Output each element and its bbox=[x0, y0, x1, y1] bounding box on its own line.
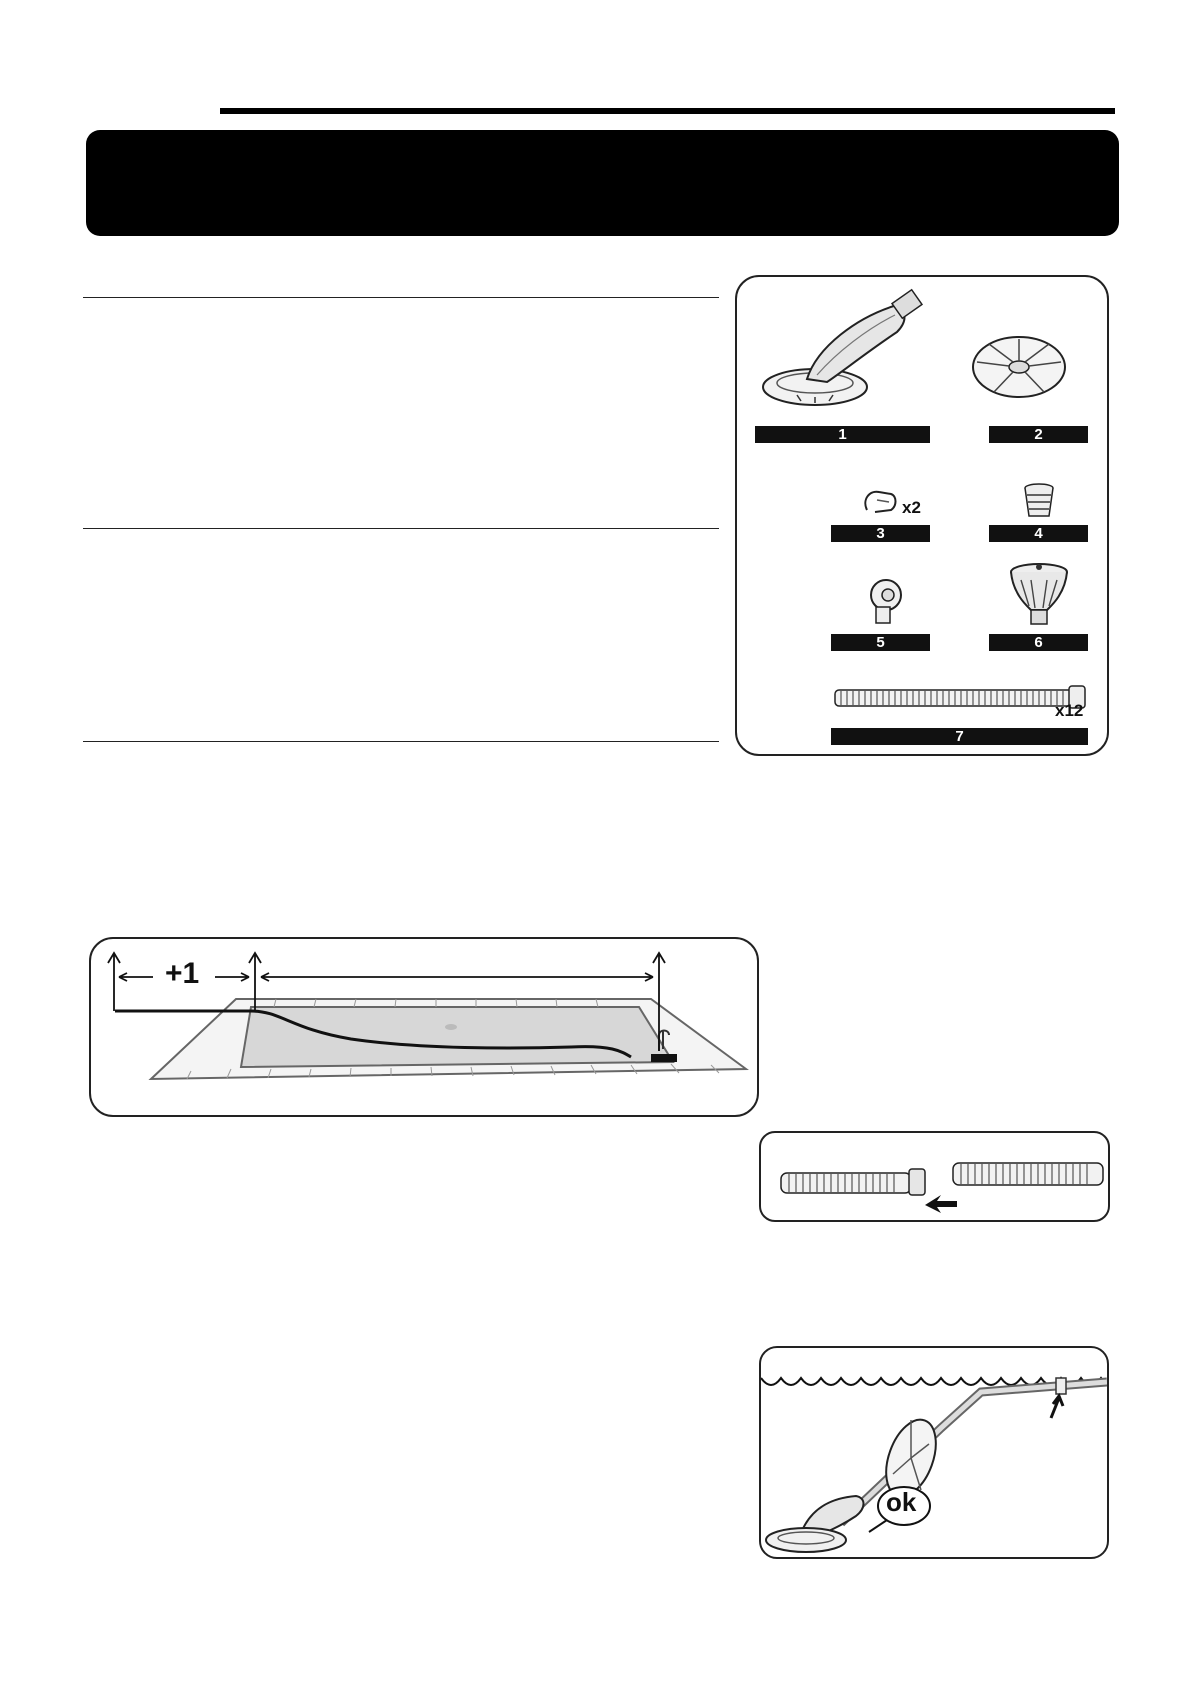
skimmer-cone-illustration bbox=[1007, 560, 1071, 630]
operation-check-panel bbox=[759, 1346, 1109, 1559]
part-label-2: 2 bbox=[989, 426, 1088, 443]
part-label-1: 1 bbox=[755, 426, 930, 443]
hose-connection-panel bbox=[759, 1131, 1110, 1222]
cone-adapter-illustration bbox=[1019, 482, 1059, 522]
section-rule-1 bbox=[83, 297, 719, 298]
part-label-3: 3 bbox=[831, 525, 930, 542]
hose-connection-illustration bbox=[761, 1133, 1108, 1220]
elbow-valve-illustration bbox=[861, 577, 911, 627]
hose-section-illustration bbox=[833, 680, 1089, 710]
ok-label: ok bbox=[886, 1487, 917, 1517]
part-label-6: 6 bbox=[989, 634, 1088, 651]
extra-length-label: +1 bbox=[165, 957, 200, 990]
title-banner bbox=[86, 130, 1119, 236]
part-label-5: 5 bbox=[831, 634, 930, 651]
part-qty-3: x2 bbox=[902, 498, 921, 517]
deflector-disc-illustration bbox=[969, 322, 1069, 407]
hose-clip-illustration bbox=[857, 482, 907, 522]
section-rule-2 bbox=[83, 528, 719, 529]
header-rule bbox=[220, 108, 1115, 114]
part-label-7: 7 bbox=[831, 728, 1088, 745]
pool-length-panel bbox=[89, 937, 759, 1117]
parts-panel bbox=[735, 275, 1109, 756]
part-qty-7: x12 bbox=[1055, 701, 1084, 720]
operation-check-illustration bbox=[761, 1348, 1107, 1557]
cleaner-head-illustration bbox=[757, 287, 937, 417]
section-rule-3 bbox=[83, 741, 719, 742]
part-label-4: 4 bbox=[989, 525, 1088, 542]
